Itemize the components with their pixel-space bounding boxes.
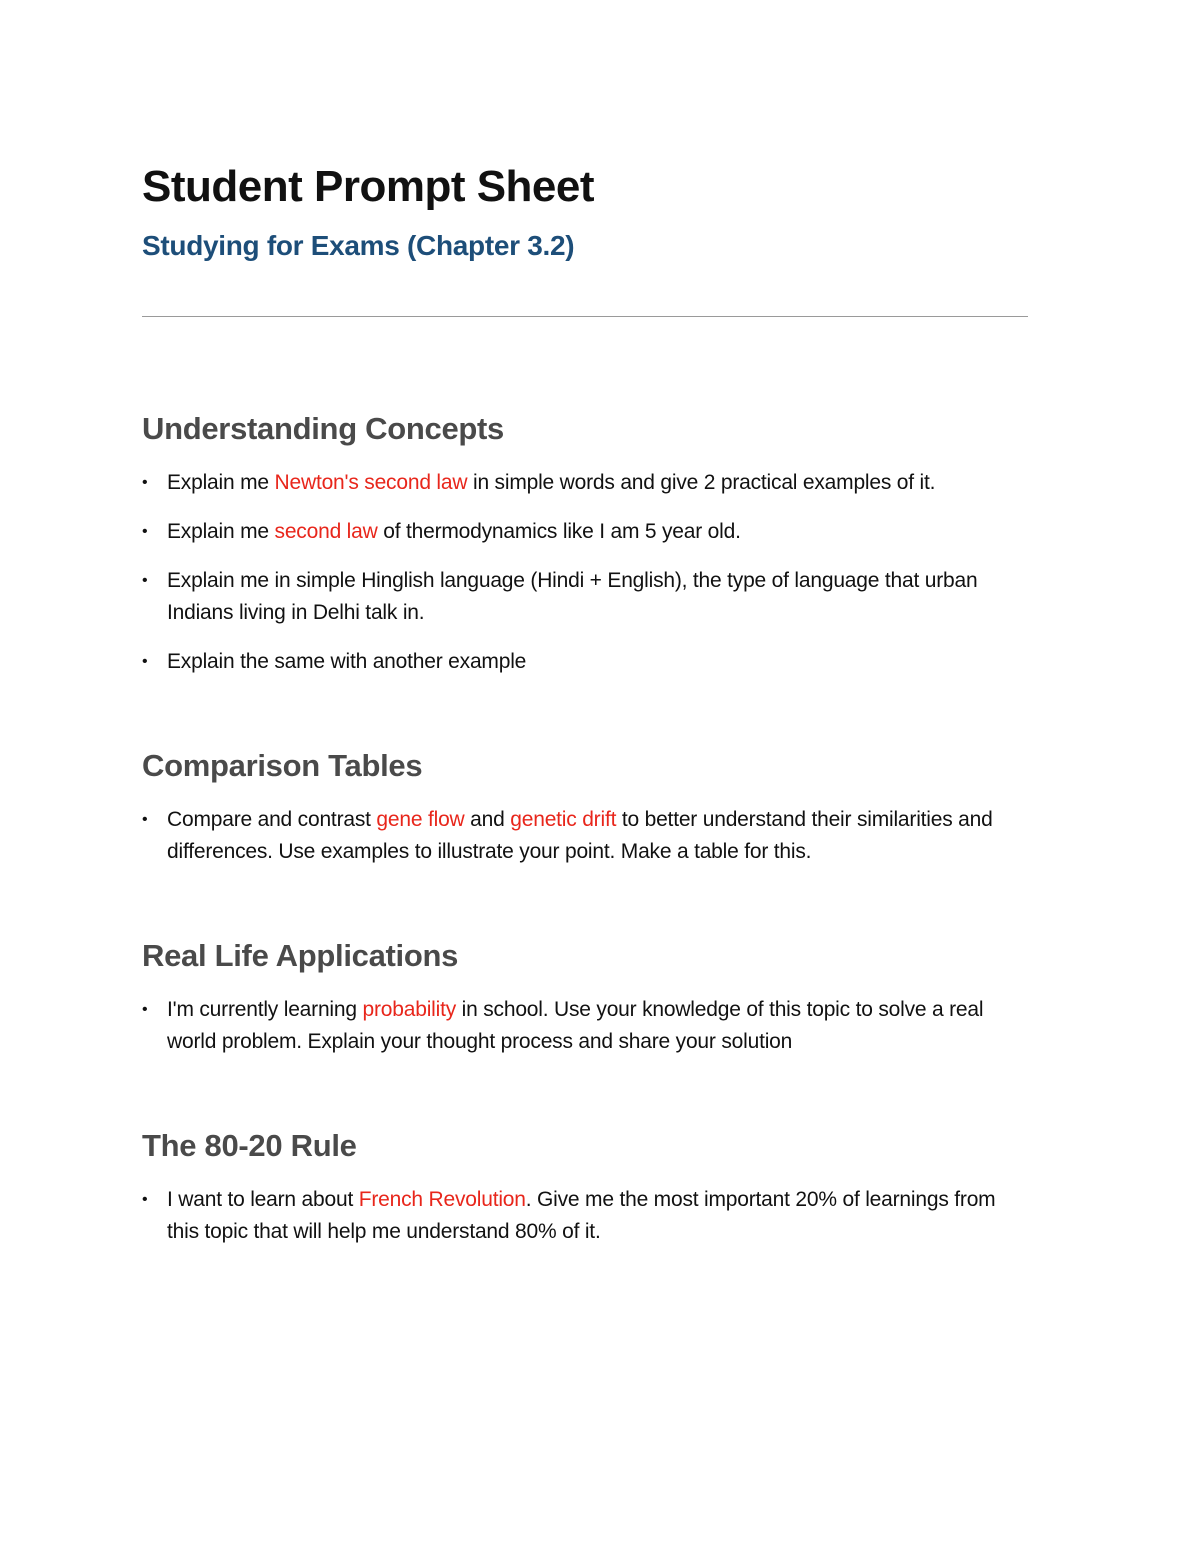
highlighted-topic: gene flow xyxy=(376,808,465,831)
prompt-list xyxy=(142,804,1028,868)
prompt-text: . Give me the most important 20% of learnings from this topic that will help me understand 80% of it. xyxy=(167,1188,996,1243)
list-item xyxy=(142,516,1028,548)
document-page xyxy=(142,158,1028,1248)
list-item xyxy=(142,994,1028,1058)
prompt-text: in school. Use your knowledge of this topic to solve a real world problem. Explain your thought process and share your solution xyxy=(167,998,984,1053)
bullet-icon: • xyxy=(142,1191,148,1208)
section-understanding-concepts xyxy=(142,409,1028,678)
highlighted-topic: French Revolution xyxy=(358,1188,526,1211)
bullet-icon: • xyxy=(142,523,148,540)
prompt-list xyxy=(142,467,1028,678)
prompt-text: Explain me xyxy=(167,520,275,543)
highlighted-topic: Newton's second law xyxy=(274,471,468,494)
prompt-list xyxy=(142,1184,1028,1248)
list-item xyxy=(142,804,1028,868)
document-title: Student Prompt Sheet xyxy=(142,162,595,211)
section-heading: Real Life Applications xyxy=(142,938,459,973)
section-heading: Comparison Tables xyxy=(142,748,423,783)
bullet-icon: • xyxy=(142,474,148,491)
prompt-text: Explain me in simple Hinglish language (Hindi + English), the type of language that urban Indians living in Delhi talk in. xyxy=(167,569,978,624)
title-divider xyxy=(142,316,1028,317)
highlighted-topic: second law xyxy=(274,520,378,543)
prompt-text: of thermodynamics like I am 5 year old. xyxy=(377,520,741,543)
highlighted-topic: probability xyxy=(362,998,457,1021)
prompt-text: and xyxy=(464,808,511,831)
bullet-icon: • xyxy=(142,653,148,670)
section-80-20-rule xyxy=(142,1126,1028,1248)
prompt-text: Compare and contrast xyxy=(167,808,377,831)
list-item xyxy=(142,467,1028,499)
prompt-text: Explain me xyxy=(167,471,275,494)
section-comparison-tables xyxy=(142,746,1028,868)
bullet-icon: • xyxy=(142,572,148,589)
list-item xyxy=(142,646,1028,678)
section-heading: Understanding Concepts xyxy=(142,411,504,446)
prompt-text: I want to learn about xyxy=(167,1188,359,1211)
prompt-list xyxy=(142,994,1028,1058)
bullet-icon: • xyxy=(142,811,148,828)
prompt-text: I'm currently learning xyxy=(167,998,363,1021)
prompt-text: in simple words and give 2 practical examples of it. xyxy=(467,471,936,494)
highlighted-topic: genetic drift xyxy=(510,808,617,831)
section-heading: The 80-20 Rule xyxy=(142,1128,357,1163)
section-real-life-applications xyxy=(142,936,1028,1058)
list-item xyxy=(142,1184,1028,1248)
prompt-text: Explain the same with another example xyxy=(167,650,527,673)
prompt-text: to better understand their similarities and differences. Use examples to illustrate your point. Make a table for this. xyxy=(167,808,993,863)
list-item xyxy=(142,565,1028,629)
document-subtitle: Studying for Exams (Chapter 3.2) xyxy=(142,230,575,261)
bullet-icon: • xyxy=(142,1001,148,1018)
